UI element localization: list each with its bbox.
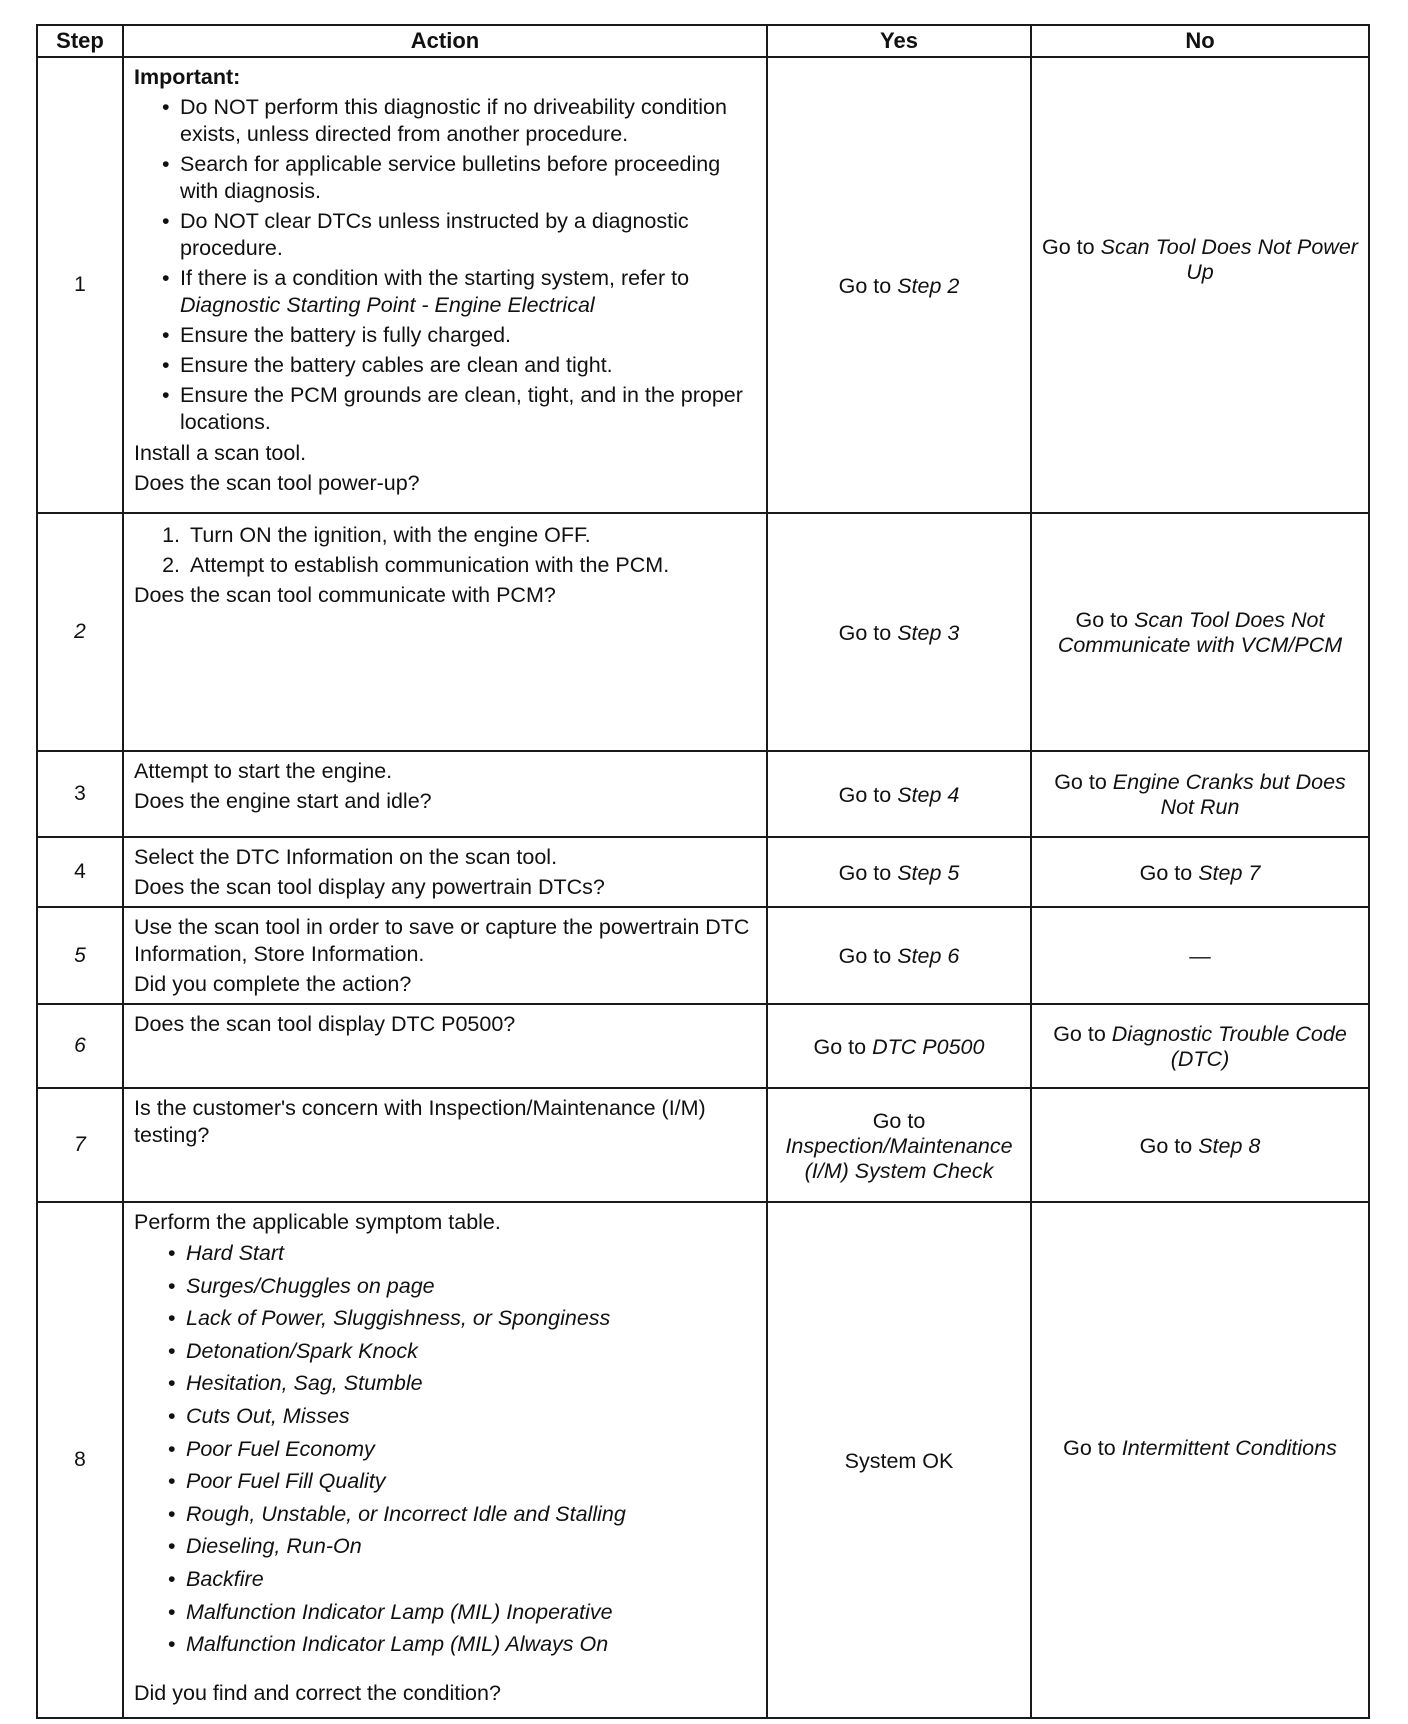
go-to-label: Go to <box>813 1034 867 1059</box>
numbered-list <box>134 522 758 579</box>
step-link[interactable]: Step 7 <box>1198 860 1261 885</box>
table-row <box>37 1202 1369 1718</box>
step-link[interactable]: Step 3 <box>897 620 960 645</box>
yes-outcome[interactable] <box>774 621 1024 646</box>
question-line: Does the scan tool display DTC P0500? <box>134 1012 516 1036</box>
no-cell <box>1031 907 1369 1004</box>
question-line: Is the customer's concern with Inspection/Maintenance (I/M) testing? <box>134 1096 706 1147</box>
no-outcome[interactable] <box>1038 608 1362 658</box>
list-item: • Ensure the battery cables are clean and tight. <box>180 352 758 379</box>
symptom-link[interactable]: • Lack of Power, Sluggishness, or Sponginess <box>186 1305 758 1332</box>
table-row <box>37 1004 1369 1088</box>
go-to-label: Go to <box>1075 608 1129 632</box>
no-cell <box>1031 751 1369 837</box>
important-list <box>134 94 758 436</box>
go-to-label: Go to <box>838 944 892 968</box>
action-cell <box>123 837 767 907</box>
no-outcome[interactable] <box>1038 861 1362 886</box>
procedure-link[interactable]: Diagnostic Trouble Code (DTC) <box>1111 1022 1347 1071</box>
question-line: Does the scan tool communicate with PCM? <box>134 583 556 607</box>
action-cell <box>123 751 767 837</box>
table-row <box>37 837 1369 907</box>
table-row <box>37 513 1369 751</box>
action-cell <box>123 513 767 751</box>
list-item: • Search for applicable service bulletins before proceeding with diagnosis. <box>180 151 758 205</box>
step-number: 6 <box>37 1004 123 1088</box>
symptom-link[interactable]: • Surges/Chuggles on page <box>186 1273 758 1300</box>
header-no: No <box>1031 25 1369 57</box>
action-line: Perform the applicable symptom table. <box>134 1210 501 1234</box>
table-row <box>37 57 1369 513</box>
action-line: Attempt to start the engine. <box>134 759 393 783</box>
list-item: • Ensure the PCM grounds are clean, tight, and in the proper locations. <box>180 382 758 436</box>
list-item: • Do NOT clear DTCs unless instructed by a diagnostic procedure. <box>180 208 758 262</box>
procedure-link[interactable]: Intermittent Conditions <box>1121 1435 1337 1460</box>
go-to-label: Go to <box>1042 235 1095 259</box>
question-line: Does the scan tool display any powertrain DTCs? <box>134 875 605 899</box>
diagnostic-table <box>36 24 1370 1719</box>
action-cell <box>123 907 767 1004</box>
step-number: 2 <box>37 513 123 751</box>
yes-outcome[interactable] <box>774 1035 1024 1060</box>
question-line: Does the scan tool power-up? <box>134 471 420 495</box>
yes-cell <box>767 1202 1031 1718</box>
yes-outcome[interactable] <box>774 861 1024 886</box>
symptom-link[interactable]: • Malfunction Indicator Lamp (MIL) Inoperative <box>186 1599 758 1626</box>
action-cell <box>123 57 767 513</box>
step-link[interactable]: Step 5 <box>897 860 960 885</box>
procedure-link[interactable]: Scan Tool Does Not Communicate with VCM/PCM <box>1057 608 1343 657</box>
symptom-link[interactable]: • Backfire <box>186 1566 758 1593</box>
action-line: Select the DTC Information on the scan tool. <box>134 845 558 869</box>
symptom-link[interactable]: • Rough, Unstable, or Incorrect Idle and Stalling <box>186 1501 758 1528</box>
yes-cell <box>767 513 1031 751</box>
table-row <box>37 751 1369 837</box>
no-cell <box>1031 1088 1369 1202</box>
symptom-list <box>134 1240 758 1658</box>
action-line: Install a scan tool. <box>134 441 307 465</box>
step-number: 7 <box>37 1088 123 1202</box>
yes-cell <box>767 1004 1031 1088</box>
yes-cell <box>767 751 1031 837</box>
no-outcome[interactable] <box>1038 235 1362 285</box>
header-action: Action <box>123 25 767 57</box>
procedure-link[interactable]: Inspection/Maintenance (I/M) System Check <box>785 1133 1013 1183</box>
step-number: 8 <box>37 1202 123 1718</box>
no-cell <box>1031 57 1369 513</box>
go-to-label: Go to <box>838 273 892 298</box>
go-to-label: Go to <box>1139 860 1193 885</box>
symptom-link[interactable]: • Malfunction Indicator Lamp (MIL) Always On <box>186 1631 758 1658</box>
go-to-label: Go to <box>1139 1133 1193 1158</box>
go-to-label: Go to <box>838 620 892 645</box>
list-item: • Ensure the battery is fully charged. <box>180 322 758 349</box>
yes-outcome: System OK <box>844 1448 954 1473</box>
action-cell <box>123 1202 767 1718</box>
no-outcome[interactable] <box>1038 1134 1362 1159</box>
no-outcome[interactable] <box>1038 1436 1362 1461</box>
step-number: 1 <box>37 57 123 513</box>
yes-outcome[interactable] <box>774 1109 1024 1184</box>
header-row <box>37 25 1369 57</box>
procedure-link[interactable]: Scan Tool Does Not Power Up <box>1100 235 1358 284</box>
yes-outcome[interactable] <box>774 944 1024 969</box>
no-cell <box>1031 1202 1369 1718</box>
step-number: 3 <box>37 751 123 837</box>
starting-point-link[interactable]: Diagnostic Starting Point - Engine Electrical <box>180 293 595 317</box>
symptom-link[interactable]: • Detonation/Spark Knock <box>186 1338 758 1365</box>
symptom-link[interactable]: • Hesitation, Sag, Stumble <box>186 1370 758 1397</box>
no-outcome-dash: — <box>1189 944 1211 968</box>
no-cell <box>1031 1004 1369 1088</box>
procedure-link[interactable]: DTC P0500 <box>872 1034 985 1059</box>
header-yes: Yes <box>767 25 1031 57</box>
question-line: Did you find and correct the condition? <box>134 1681 501 1706</box>
list-item: • Do NOT perform this diagnostic if no driveability condition exists, unless directed from another procedure. <box>180 94 758 148</box>
step-link[interactable]: Step 6 <box>897 944 960 968</box>
yes-cell <box>767 837 1031 907</box>
go-to-label: Go to <box>1053 1022 1106 1046</box>
important-label: Important: <box>134 65 241 89</box>
question-line: Does the engine start and idle? <box>134 789 432 813</box>
table-row <box>37 907 1369 1004</box>
procedure-link[interactable]: Engine Cranks but Does Not Run <box>1112 770 1346 819</box>
step-link[interactable]: Step 4 <box>897 782 960 807</box>
action-cell <box>123 1004 767 1088</box>
no-cell <box>1031 513 1369 751</box>
action-cell <box>123 1088 767 1202</box>
symptom-link[interactable]: • Poor Fuel Fill Quality <box>186 1468 758 1495</box>
action-line: Use the scan tool in order to save or capture the powertrain DTC Information, Store Information. <box>134 915 750 966</box>
go-to-label: Go to <box>872 1108 926 1133</box>
go-to-label: Go to <box>838 782 892 807</box>
header-step: Step <box>37 25 123 57</box>
go-to-label: Go to <box>1063 1435 1116 1460</box>
no-cell <box>1031 837 1369 907</box>
step-link[interactable]: Step 8 <box>1198 1133 1261 1158</box>
step-link[interactable]: Step 2 <box>897 273 960 298</box>
step-number: 4 <box>37 837 123 907</box>
go-to-label: Go to <box>838 860 892 885</box>
symptom-link[interactable]: • Cuts Out, Misses <box>186 1403 758 1430</box>
list-item: 2. Attempt to establish communication with the PCM. <box>186 552 758 579</box>
table-row <box>37 1088 1369 1202</box>
yes-cell <box>767 1088 1031 1202</box>
no-outcome[interactable] <box>1038 1022 1362 1072</box>
symptom-link[interactable]: • Dieseling, Run-On <box>186 1533 758 1560</box>
go-to-label: Go to <box>1054 770 1107 794</box>
question-line: Did you complete the action? <box>134 972 412 996</box>
yes-cell <box>767 907 1031 1004</box>
list-item-text: If there is a condition with the starting system, refer to <box>180 266 690 290</box>
symptom-link[interactable]: • Poor Fuel Economy <box>186 1436 758 1463</box>
list-item <box>180 265 758 319</box>
no-outcome[interactable] <box>1038 770 1362 820</box>
yes-cell <box>767 57 1031 513</box>
yes-outcome[interactable] <box>774 274 1024 299</box>
list-item: 1. Turn ON the ignition, with the engine OFF. <box>186 522 758 549</box>
step-number: 5 <box>37 907 123 1004</box>
yes-outcome[interactable] <box>774 783 1024 808</box>
symptom-link[interactable]: • Hard Start <box>186 1240 758 1267</box>
